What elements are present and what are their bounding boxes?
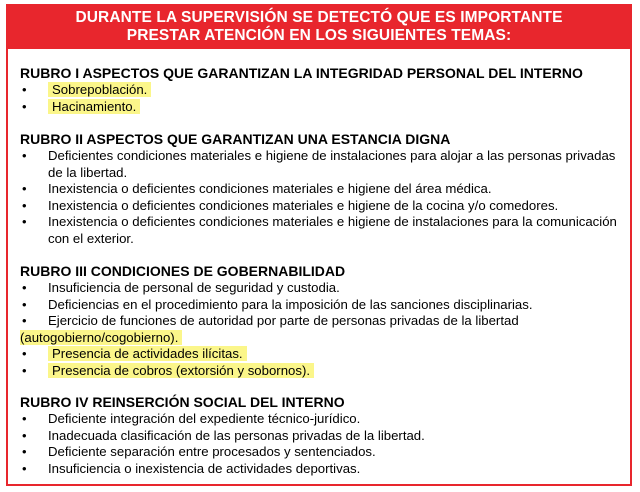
item-text: Deficiencias en el procedimiento para la imposición de las sanciones disciplinarias. [48, 296, 533, 312]
item-text: Inadecuada clasificación de las personas privadas de la libertad. [48, 427, 425, 443]
item-text: Deficientes condiciones materiales e higiene de instalaciones para alojar a las personas privadas de la libertad. [48, 148, 616, 180]
list-item [20, 280, 622, 297]
list-item [20, 99, 622, 116]
item-text: Sobrepoblación. [48, 82, 151, 97]
list-item [20, 82, 622, 99]
section-rubro-1 [20, 65, 622, 115]
list-item [20, 346, 622, 363]
item-text: Presencia de actividades ilícitas. [48, 346, 247, 361]
item-text: Deficiente separación entre procesados y sentenciados. [48, 444, 376, 459]
list-item [20, 148, 622, 181]
item-text: Deficiente integración del expediente técnico-jurídico. [48, 411, 361, 426]
section-title: RUBRO II ASPECTOS QUE GARANTIZAN UNA ESTANCIA DIGNA [20, 131, 451, 147]
list-item [20, 411, 622, 428]
list-item [20, 214, 622, 247]
list-item [20, 444, 622, 461]
list-item [20, 198, 622, 215]
item-text: Insuficiencia de personal de seguridad y custodia. [48, 280, 340, 295]
banner-line-1: DURANTE LA SUPERVISIÓN SE DETECTÓ QUE ES IMPORTANTE [75, 9, 563, 26]
list-item [20, 297, 622, 314]
section-rubro-4 [20, 394, 622, 477]
item-text: Inexistencia o deficientes condiciones materiales e higiene de instalaciones para la comunicación con el exterior. [48, 214, 617, 246]
item-text: Ejercicio de funciones de autoridad por parte de personas privadas de la libertad [48, 313, 519, 328]
item-text: Inexistencia o deficientes condiciones materiales e higiene de la cocina y/o comedores. [48, 197, 559, 213]
list-item [20, 313, 622, 346]
section-title: RUBRO III CONDICIONES DE GOBERNABILIDAD [20, 263, 346, 279]
section-title: RUBRO I ASPECTOS QUE GARANTIZAN LA INTEGRIDAD PERSONAL DEL INTERNO [20, 65, 583, 81]
item-list [20, 148, 622, 247]
section-rubro-3 [20, 263, 622, 379]
item-text: Inexistencia o deficientes condiciones materiales e higiene del área médica. [48, 181, 492, 196]
item-text: Presencia de cobros (extorsión y sobornos). [48, 363, 314, 378]
content [8, 65, 630, 477]
item-list [20, 280, 622, 379]
list-item [20, 363, 622, 380]
list-item [20, 181, 622, 198]
item-text: Hacinamiento. [48, 99, 140, 114]
section-rubro-2 [20, 131, 622, 247]
banner-line-2: PRESTAR ATENCIÓN EN LOS SIGUIENTES TEMAS: [126, 27, 512, 44]
banner [8, 6, 630, 49]
list-item [20, 428, 622, 445]
item-text: Insuficiencia o inexistencia de actividades deportivas. [48, 460, 361, 476]
item-text-continuation: (autogobierno/cogobierno). [20, 330, 182, 345]
item-list [20, 411, 622, 477]
section-title: RUBRO IV REINSERCIÓN SOCIAL DEL INTERNO [20, 394, 345, 410]
notice-box [6, 4, 632, 486]
item-list [20, 82, 622, 115]
list-item [20, 461, 622, 478]
